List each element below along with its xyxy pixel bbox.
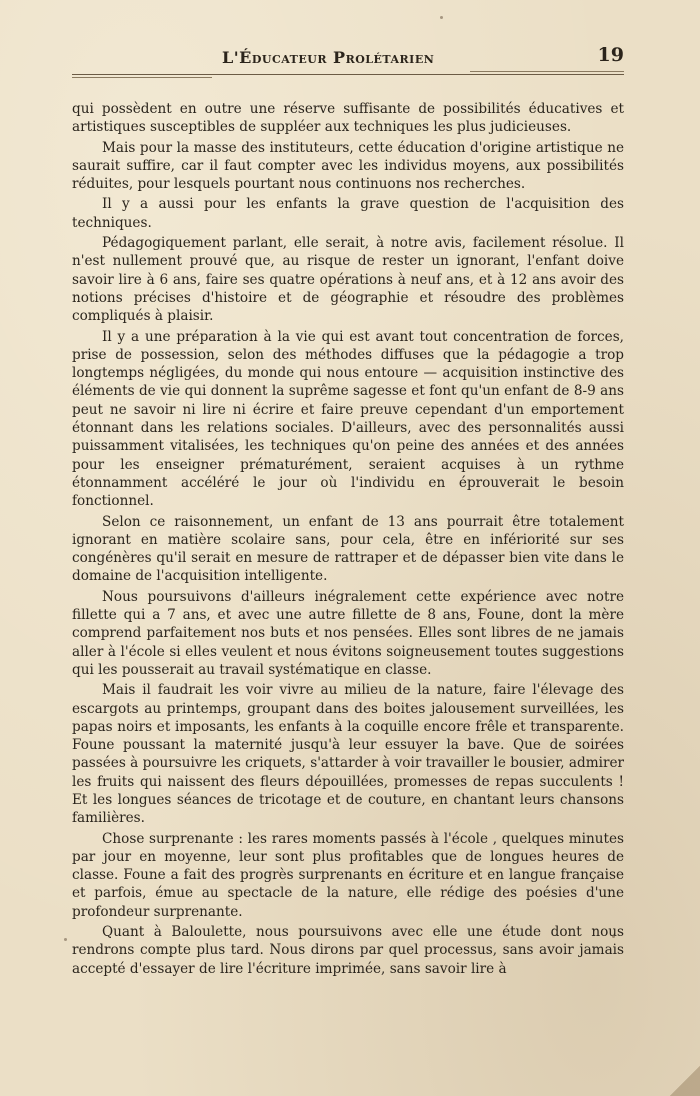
paragraph: Il y a une préparation à la vie qui est avant tout concentration de forces, prise de possession, selon des méthodes diffuses que la pédagogie a trop longtemps négligées, du monde qui nous entoure — acquisition instinctive des éléments de vie qui donnent la suprême sagesse et font qu'un enfant de 8-9 ans peut ne savoir ni lire ni écrire et faire preuve cependant d'un emportement étonnant dans les relations sociales. D'ailleurs, avec des personnalités aussi puissamment vitalisées, les techniques qu'on peine des années et des années pour les enseigner prématurément, seraient acquises à un rythme étonnamment accéléré le jour où l'individu en éprouverait le besoin fonctionnel.: [72, 328, 624, 510]
running-header: [72, 44, 624, 72]
header-rule-left: [72, 77, 212, 78]
paragraph: Quant à Baloulette, nous poursuivons avec elle une étude dont nous rendrons compte plus tard. Nous dirons par quel processus, sans avoir jamais accepté d'essayer de lire l'écriture imprimée, sans savoir lire à: [72, 924, 624, 977]
article-body: [72, 100, 624, 980]
paragraph: Nous poursuivons d'ailleurs inégralement cette expérience avec notre fillette qui a 7 ans, et avec une autre fillette de 8 ans, Foune, dont la mère comprend parfaitement nos buts et nos pensées. Elles sont libres de ne jamais aller à l'école si elles veulent et nous évitons soigneusement toutes suggestions qui les pousserait au travail systématique en classe.: [72, 588, 624, 678]
header-rule-right: [470, 71, 624, 72]
paragraph: Chose surprenante : les rares moments passés à l'école , quelques minutes par jour en moyenne, leur sont plus profitables que de longues heures de classe. Foune a fait des progrès surprenants en écriture et en langue française et parfois, émue au spectacle de la nature, elle rédige des poésies d'une profondeur surprenante.: [72, 830, 624, 920]
paper-speck: [612, 935, 615, 938]
paragraph: Mais il faudrait les voir vivre au milieu de la nature, faire l'élevage des escargots au printemps, groupant dans des boites jalousement surveillées, les papas noirs et imposants, les enfants à la coquille encore frêle et transparente. Foune poussant la maternité jusqu'à leur essuyer la bave. Que de soirées passées à poursuivre les criquets, s'attarder à voir travailler le bousier, admirer les fruits qui naissent des fleurs dépouillées, promesses de repas succulents ! Et les longues séances de tricotage et de couture, en chantant leurs chansons familières.: [72, 682, 624, 827]
paragraph: Il y a aussi pour les enfants la grave question de l'acquisition des techniques.: [72, 196, 624, 231]
paper-speck: [64, 938, 67, 941]
page-corner-fold: [670, 1066, 700, 1096]
paragraph: Mais pour la masse des instituteurs, cette éducation d'origine artistique ne saurait suffire, car il faut compter avec les individus moyens, aux possibilités réduites, pour lesquels pourtant nous continuons nos recherches.: [72, 139, 624, 193]
paragraph: Pédagogiquement parlant, elle serait, à notre avis, facilement résolue. Il n'est nullement prouvé que, au risque de rester un ignorant, l'enfant doive savoir lire à 6 ans, faire ses quatre opérations à neuf ans, et à 12 ans avoir des notions précises d'histoire et de géographie et résoudre des problèmes compliqués à plaisir.: [72, 235, 624, 325]
journal-title: L'Éducateur Prolétarien: [222, 48, 435, 67]
paragraph: Selon ce raisonnement, un enfant de 13 ans pourrait être totalement ignorant en matière scolaire sans, pour cela, être en infériorité sur ses congénères qu'il serait en mesure de rattraper et de dépasser bien vite dans le domaine de l'acquisition intelligente.: [72, 513, 624, 585]
paper-speck: [440, 16, 443, 19]
header-rule: [72, 74, 624, 75]
page-number: 19: [597, 44, 624, 66]
paragraph: qui possèdent en outre une réserve suffisante de possibilités éducatives et artistiques susceptibles de suppléer aux techniques les plus judicieuses.: [72, 101, 624, 136]
